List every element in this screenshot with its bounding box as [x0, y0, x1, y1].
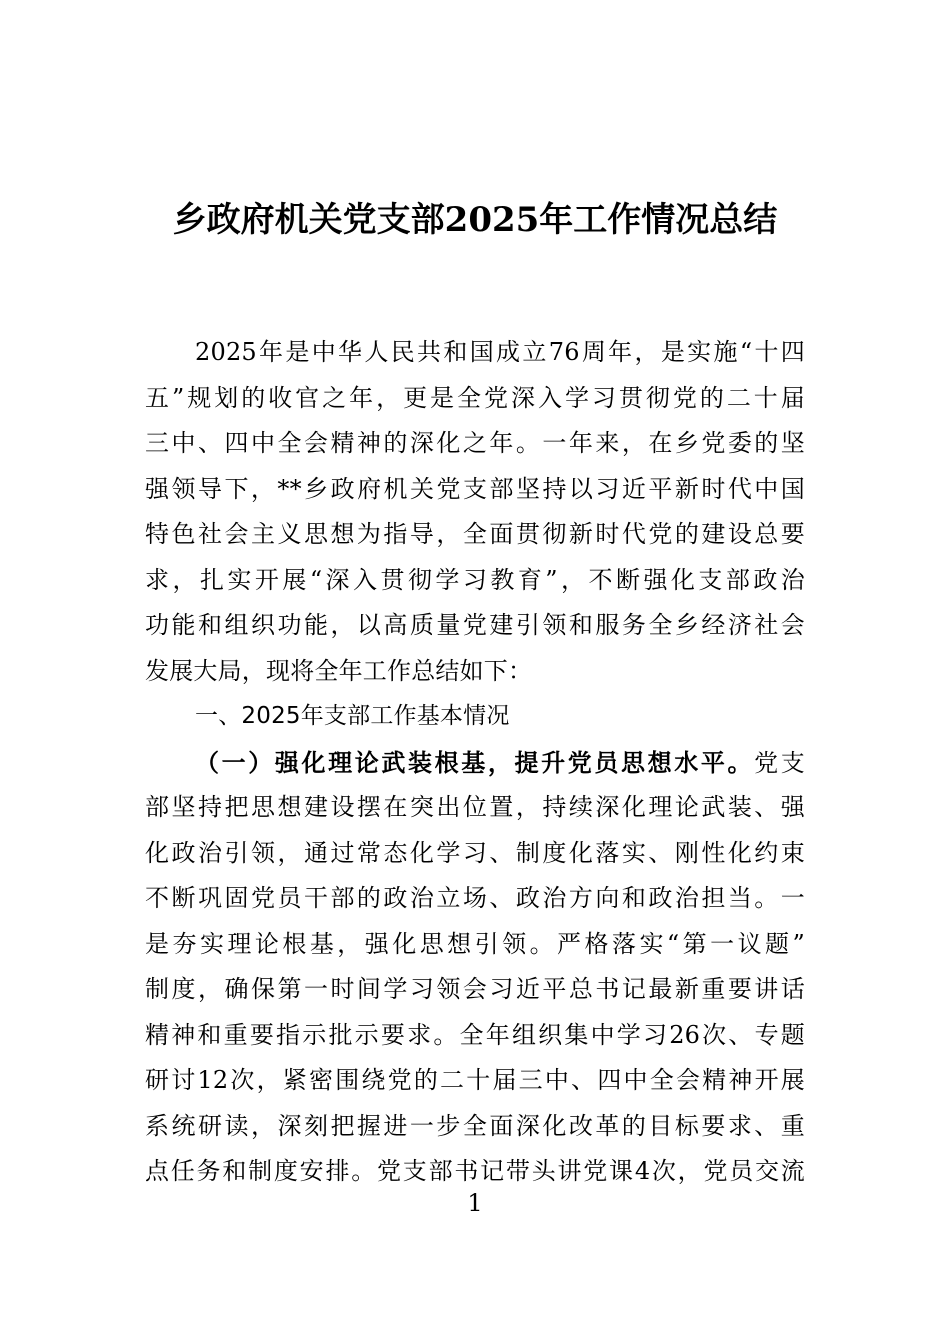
body-line: 制度，确保第一时间学习领会习近平总书记最新重要讲话	[145, 975, 805, 1003]
body-line: 功能和组织功能，以高质量党建引领和服务全乡经济社会	[145, 611, 805, 639]
body-line: 特色社会主义思想为指导，全面贯彻新时代党的建设总要	[145, 520, 805, 548]
body-line: 五”规划的收官之年，更是全党深入学习贯彻党的二十届	[145, 383, 805, 412]
body-line-continuation: 党支	[754, 748, 805, 777]
subsection-line	[145, 740, 805, 786]
body-line: 2025年是中华人民共和国成立76周年，是实施“十四	[195, 338, 805, 366]
body-line: 精神和重要指示批示要求。全年组织集中学习26次、专题	[145, 1020, 805, 1049]
body-line: 是夯实理论根基，强化思想引领。严格落实“第一议题”	[145, 929, 805, 958]
page-number: 1	[467, 1189, 483, 1217]
body-line: 化政治引领，通过常态化学习、制度化落实、刚性化约束	[145, 838, 805, 867]
document-title: 乡政府机关党支部2025年工作情况总结	[172, 200, 778, 240]
section-heading-1: 一、2025年支部工作基本情况	[195, 703, 510, 729]
body-line: 不断巩固党员干部的政治立场、政治方向和政治担当。一	[145, 884, 805, 912]
document-body	[145, 330, 805, 1195]
body-line: 三中、四中全会精神的深化之年。一年来，在乡党委的坚	[145, 429, 805, 457]
subsection-heading-1: （一）强化理论武装根基，提升党员思想水平。	[195, 747, 755, 777]
body-line: 求，扎实开展“深入贯彻学习教育”，不断强化支部政治	[145, 565, 805, 594]
body-line: 部坚持把思想建设摆在突出位置，持续深化理论武装、强	[145, 793, 805, 821]
body-line: 系统研读，深刻把握进一步全面深化改革的目标要求、重	[145, 1111, 805, 1140]
body-line: 研讨12次，紧密围绕党的二十届三中、四中全会精神开展	[145, 1066, 805, 1094]
body-line: 点任务和制度安排。党支部书记带头讲党课4次，党员交流	[145, 1157, 805, 1185]
body-line: 强领导下，**乡政府机关党支部坚持以习近平新时代中国	[145, 474, 805, 503]
body-line: 发展大局，现将全年工作总结如下：	[145, 656, 533, 685]
